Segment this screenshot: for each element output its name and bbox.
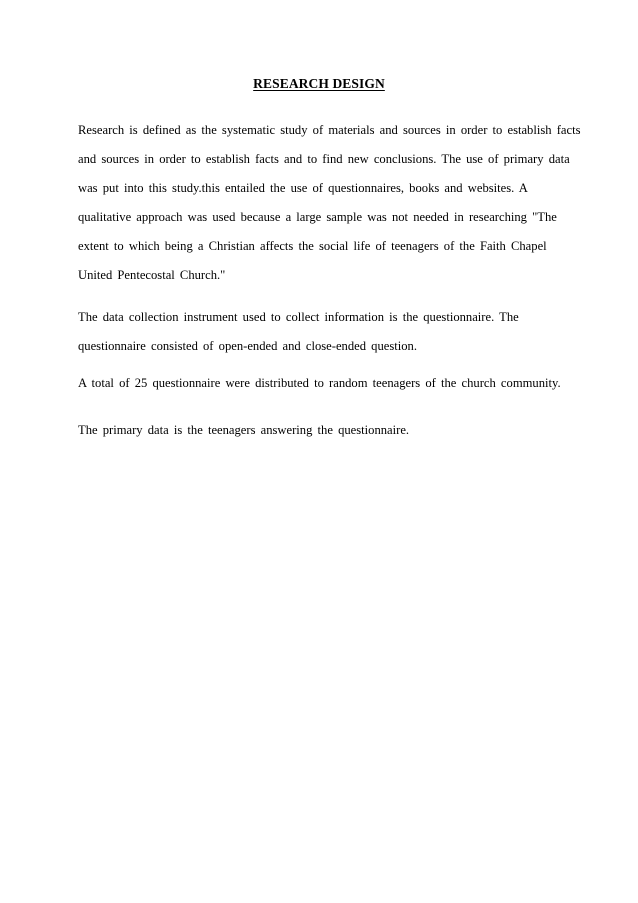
paragraph-line: was put into this study.this entailed the use of questionnaires, books and websites. A bbox=[78, 181, 528, 195]
paragraph-research-definition bbox=[78, 116, 581, 290]
paragraph-line: extent to which being a Christian affects the social life of teenagers of the Faith Chapel bbox=[78, 239, 547, 253]
paragraph-primary-data bbox=[78, 416, 566, 445]
paragraph-line: Research is defined as the systematic study of materials and sources in order to establish facts bbox=[78, 123, 581, 137]
document-title: RESEARCH DESIGN bbox=[253, 76, 385, 91]
paragraph-line: The primary data is the teenagers answering the questionnaire. bbox=[78, 423, 410, 437]
paragraph-line: and sources in order to establish facts and to find new conclusions. The use of primary data bbox=[78, 152, 570, 166]
paragraph-line: The data collection instrument used to collect information is the questionnaire. The bbox=[78, 310, 519, 324]
paragraph-line: qualitative approach was used because a large sample was not needed in researching "The bbox=[78, 210, 557, 224]
paragraph-line: questionnaire consisted of open-ended and close-ended question. bbox=[78, 339, 417, 353]
paragraph-line: United Pentecostal Church." bbox=[78, 268, 226, 282]
paragraph-line: A total of 25 questionnaire were distributed to random teenagers of the church community. bbox=[78, 376, 561, 390]
paragraph-questionnaire-count bbox=[78, 369, 566, 398]
paragraph-data-collection bbox=[78, 303, 566, 361]
